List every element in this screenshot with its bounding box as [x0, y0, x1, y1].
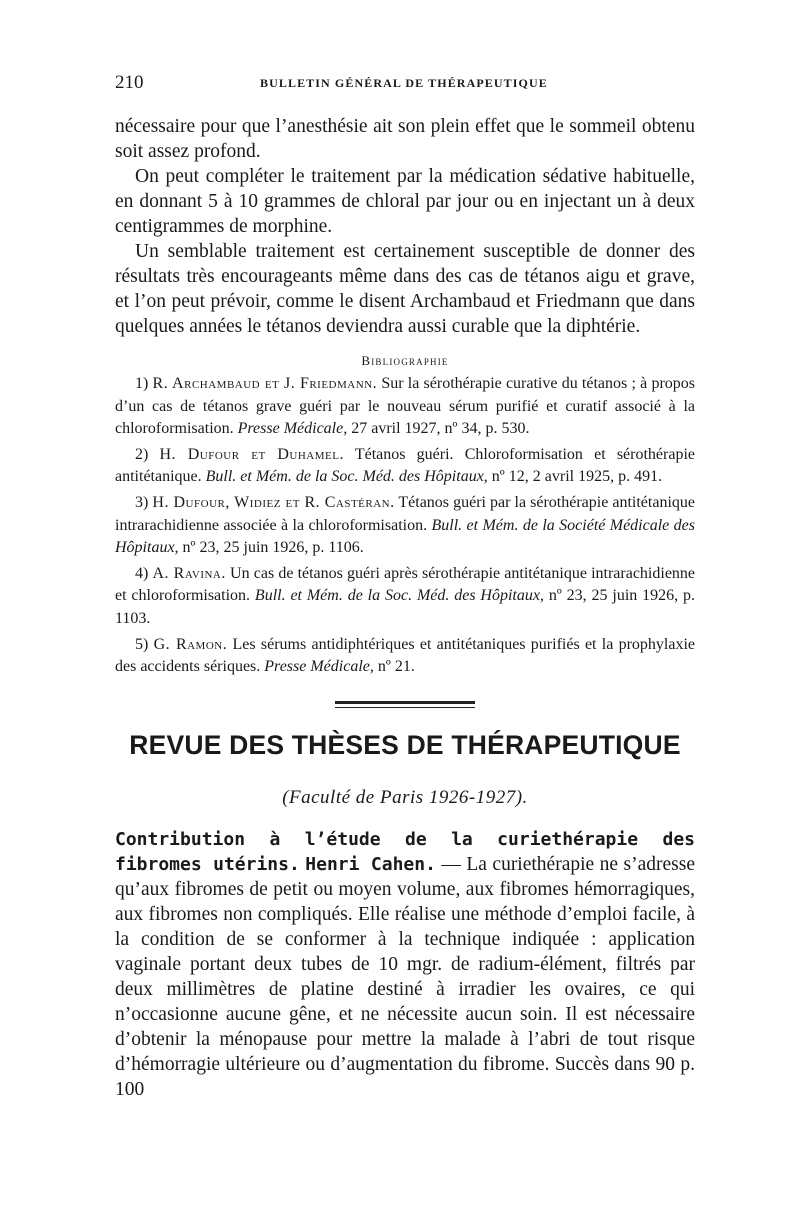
entry-number: 4)	[135, 564, 149, 582]
entry-text: Sur la sérothérapie curative du tétanos ; à propos d’un cas de tétanos grave guéri par le nouveau sérum purifié et curatif associé à la chloroformisation.	[115, 375, 695, 438]
divider-thick-rule	[335, 701, 475, 704]
entry-authors: A. Ravina.	[152, 564, 226, 582]
document-page	[115, 70, 695, 1102]
page-number: 210	[115, 72, 144, 93]
thesis-title: Contribution à l’étude de la curiethérapie des fibromes utérins.	[115, 828, 695, 875]
entry-details: nº 12, 2 avril 1925, p. 491.	[487, 468, 663, 486]
entry-text: Tétanos guéri. Chloroformisation et sérothérapie antitétanique.	[115, 445, 695, 486]
thesis-summary: — La curiethérapie ne s’adresse qu’aux fibromes de petit ou moyen volume, aux fibromes hémorragiques, aux fibromes non compliqués. Elle réalise une méthode d’emploi facile, à la condition de se conformer à la technique indiquée : application vaginale portant deux tubes de 10 mgr. de radium-élément, filtrés par deux millimètres de platine destiné à irradier les ovaires, ce qui n’occasionne aucune gêne, et ne nécessite aucun soin. Il est nécessaire d’obtenir la ménopause pour mettre la malade à l’abri de tout risque d’hémorragie ultérieure ou d’augmentation du fibrome. Succès dans 90 p. 100	[115, 853, 695, 1100]
entry-journal: Presse Médicale,	[264, 658, 374, 676]
running-head: BULLETIN GÉNÉRAL DE THÉRAPEUTIQUE	[260, 76, 548, 90]
entry-details: nº 23, 25 juin 1926, p. 1103.	[115, 587, 695, 627]
entry-details: nº 23, 25 juin 1926, p. 1106.	[178, 539, 364, 557]
entry-details: 27 avril 1927, nº 34, p. 530.	[347, 420, 530, 438]
bibliography-list	[115, 373, 695, 679]
entry-authors: H. Dufour et Duhamel.	[159, 445, 344, 463]
page-header	[115, 70, 695, 100]
paragraph-sedative-treatment: On peut compléter le traitement par la médication sédative habituelle, en donnant 5 à 10 grammes de chloral par jour ou en injectant un à deux centigrammes de morphine.	[115, 166, 695, 237]
entry-journal: Bull. et Mém. de la Soc. Méd. des Hôpitaux,	[205, 468, 488, 486]
entry-text: Les sérums antidiphtériques et antitétaniques purifiés et la prophylaxie des accidents sériques.	[115, 635, 696, 676]
bibliography-entry	[115, 634, 695, 679]
entry-authors: H. Dufour, Widiez et R. Castéran.	[152, 493, 395, 511]
entry-text: Un cas de tétanos guéri après sérothérapie antitétanique intrarachidienne et chloroformisation.	[115, 564, 696, 605]
divider-thin-rule	[335, 707, 475, 708]
entry-number: 5)	[135, 635, 149, 653]
section-divider	[335, 701, 475, 708]
entry-number: 2)	[135, 445, 149, 463]
entry-journal: Bull. et Mém. de la Soc. Méd. des Hôpitaux,	[254, 587, 544, 605]
thesis-author: Henri Cahen.	[305, 853, 436, 875]
bibliography-entry	[115, 444, 695, 489]
entry-authors: G. Ramon.	[153, 635, 228, 653]
section-title: REVUE DES THÈSES DE THÉRAPEUTIQUE	[129, 729, 681, 760]
bibliography-entry	[115, 563, 695, 631]
entry-text: Tétanos guéri par la sérothérapie antitétanique intrarachidienne associée à la chloroformisation.	[115, 493, 695, 534]
entry-journal: Presse Médicale,	[237, 420, 348, 438]
entry-number: 1)	[135, 375, 149, 392]
paragraph-continuation: nécessaire pour que l’anesthésie ait son plein effet que le sommeil obtenu soit assez profond.	[115, 116, 695, 162]
entry-details: nº 21.	[373, 658, 415, 676]
entry-number: 3)	[135, 493, 149, 511]
thesis-review-paragraph	[115, 827, 695, 1102]
entry-journal: Bull. et Mém. de la Société Médicale des Hôpitaux,	[115, 516, 695, 557]
paragraph-conclusion: Un semblable traitement est certainement susceptible de donner des résultats très encourageants même dans des cas de tétanos aigu et grave, et l’on peut prévoir, comme le disent Archambaud et Friedmann que dans quelques années le tétanos deviendra aussi curable que la diphtérie.	[115, 241, 695, 337]
bibliography-entry	[115, 373, 695, 441]
section-subtitle: (Faculté de Paris 1926-1927).	[282, 786, 528, 808]
bibliography-heading: Bibliographie	[361, 353, 449, 368]
entry-authors: R. Archambaud et J. Friedmann.	[152, 375, 378, 392]
bibliography-entry	[115, 492, 695, 560]
